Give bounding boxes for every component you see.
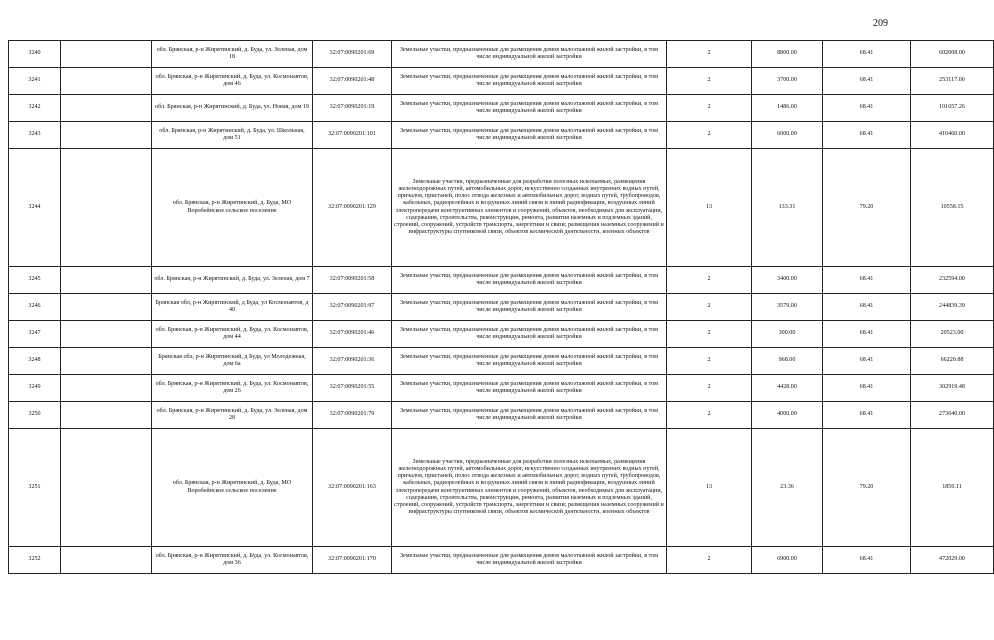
- row-number-cell: 3240: [9, 41, 61, 68]
- empty-cell: [61, 321, 152, 348]
- cadastral-value-cell: 410460.00: [911, 122, 994, 149]
- cadastral-number-cell: 32:07:0090201:163: [313, 429, 392, 547]
- area-cell: 133.31: [752, 149, 823, 267]
- use-class-cell: 2: [667, 41, 752, 68]
- use-class-cell: 2: [667, 95, 752, 122]
- cadastral-number-cell: 32:07:0090201:19: [313, 95, 392, 122]
- land-use-cell: Земельные участки, предназначенные для разработки полезных ископаемых, размещения железнодорожных путей, автомобильных дорог, искусственно созданных внутренних водных путей, причалов, пристаней, полос отвода железных и автомобильных дорог, водных путей, трубопроводов, кабельных, радиорелейных и воздушных линий связи и линий радиофикации, воздушных линий электропередачи конструктивных элементов и сооружений, объектов, необходимых для эксплуатации, содержания, строительства, реконструкции, ремонта, развития наземных и подземных зданий, строений, сооружений, устройств транспорта, энергетики и связи; размещения наземных сооружений и инфраструктуры спутниковой связи, объектов космической деятельности, военных объектов: [392, 149, 667, 267]
- specific-value-cell: 68.41: [823, 348, 911, 375]
- specific-value-cell: 68.41: [823, 95, 911, 122]
- cadastral-value-cell: 253117.00: [911, 68, 994, 95]
- table-row: [9, 429, 994, 547]
- use-class-cell: 2: [667, 267, 752, 294]
- address-cell: Брянская обл, р-н Жирятинский, д Буда, ул Космонавтов, д 40: [152, 294, 313, 321]
- use-class-cell: 2: [667, 321, 752, 348]
- row-number-cell: 3246: [9, 294, 61, 321]
- land-use-cell: Земельные участки, предназначенные для размещения домов малоэтажной жилой застройки, в том числе индивидуальной жилой застройки: [392, 95, 667, 122]
- cadastral-number-cell: 32:07:0090201:69: [313, 41, 392, 68]
- land-use-cell: Земельные участки, предназначенные для размещения домов малоэтажной жилой застройки, в том числе индивидуальной жилой застройки: [392, 547, 667, 574]
- area-cell: 6000.00: [752, 122, 823, 149]
- table-row: [9, 402, 994, 429]
- area-cell: 1486.00: [752, 95, 823, 122]
- specific-value-cell: 68.41: [823, 267, 911, 294]
- land-use-cell: Земельные участки, предназначенные для разработки полезных ископаемых, размещения железнодорожных путей, автомобильных дорог, искусственно созданных внутренних водных путей, причалов, пристаней, полос отвода железных и автомобильных дорог, водных путей, трубопроводов, кабельных, радиорелейных и воздушных линий связи и линий радиофикации, воздушных линий электропередачи конструктивных элементов и сооружений, объектов, необходимых для эксплуатации, содержания, строительства, реконструкции, ремонта, развития наземных и подземных зданий, строений, сооружений, устройств транспорта, энергетики и связи; размещения наземных сооружений и инфраструктуры спутниковой связи, объектов космической деятельности, военных объектов: [392, 429, 667, 547]
- cadastral-value-cell: 66220.88: [911, 348, 994, 375]
- empty-cell: [61, 402, 152, 429]
- area-cell: 23.36: [752, 429, 823, 547]
- row-number-cell: 3248: [9, 348, 61, 375]
- address-cell: обл. Брянская, р-н Жирятинский, д. Буда, ул. Космонавтов, дом 44: [152, 321, 313, 348]
- use-class-cell: 13: [667, 149, 752, 267]
- address-cell: Брянская обл, р-н Жирятинский, д Буда, ул Молодежная, дом 6а: [152, 348, 313, 375]
- table-row: [9, 348, 994, 375]
- table-row: [9, 547, 994, 574]
- cadastral-registry-table: [8, 40, 994, 574]
- specific-value-cell: 68.41: [823, 294, 911, 321]
- specific-value-cell: 79.20: [823, 149, 911, 267]
- specific-value-cell: 79.20: [823, 429, 911, 547]
- table-row: [9, 294, 994, 321]
- row-number-cell: 3247: [9, 321, 61, 348]
- empty-cell: [61, 41, 152, 68]
- land-use-cell: Земельные участки, предназначенные для размещения домов малоэтажной жилой застройки, в том числе индивидуальной жилой застройки: [392, 348, 667, 375]
- row-number-cell: 3245: [9, 267, 61, 294]
- empty-cell: [61, 375, 152, 402]
- address-cell: обл. Брянская, р-н Жирятинский, д. Буда, ул. Космонавтов, дом 46: [152, 68, 313, 95]
- land-use-cell: Земельные участки, предназначенные для размещения домов малоэтажной жилой застройки, в том числе индивидуальной жилой застройки: [392, 122, 667, 149]
- row-number-cell: 3243: [9, 122, 61, 149]
- cadastral-value-cell: 1850.11: [911, 429, 994, 547]
- cadastral-value-cell: 472029.00: [911, 547, 994, 574]
- cadastral-number-cell: 32:07:0090201:48: [313, 68, 392, 95]
- empty-cell: [61, 294, 152, 321]
- empty-cell: [61, 547, 152, 574]
- table-row: [9, 95, 994, 122]
- address-cell: обл. Брянская, р-н Жирятинский, д. Буда, ул. Космонавтов, дом 36: [152, 547, 313, 574]
- specific-value-cell: 68.41: [823, 41, 911, 68]
- cadastral-number-cell: 32:07:0090201:170: [313, 547, 392, 574]
- area-cell: 3700.00: [752, 68, 823, 95]
- table-row: [9, 149, 994, 267]
- land-use-cell: Земельные участки, предназначенные для размещения домов малоэтажной жилой застройки, в том числе индивидуальной жилой застройки: [392, 41, 667, 68]
- specific-value-cell: 68.41: [823, 402, 911, 429]
- cadastral-value-cell: 244839.39: [911, 294, 994, 321]
- cadastral-value-cell: 20523.00: [911, 321, 994, 348]
- empty-cell: [61, 122, 152, 149]
- address-cell: обл. Брянская, р-н Жирятинский, д. Буда, ул. Зеленая, дом 18: [152, 41, 313, 68]
- cadastral-value-cell: 232594.00: [911, 267, 994, 294]
- use-class-cell: 2: [667, 68, 752, 95]
- cadastral-number-cell: 32:07:0090201:55: [313, 375, 392, 402]
- cadastral-value-cell: 101657.26: [911, 95, 994, 122]
- area-cell: 8800.00: [752, 41, 823, 68]
- table-row: [9, 375, 994, 402]
- land-use-cell: Земельные участки, предназначенные для размещения домов малоэтажной жилой застройки, в том числе индивидуальной жилой застройки: [392, 321, 667, 348]
- use-class-cell: 2: [667, 375, 752, 402]
- area-cell: 300.00: [752, 321, 823, 348]
- empty-cell: [61, 267, 152, 294]
- land-use-cell: Земельные участки, предназначенные для размещения домов малоэтажной жилой застройки, в том числе индивидуальной жилой застройки: [392, 267, 667, 294]
- area-cell: 3400.00: [752, 267, 823, 294]
- cadastral-number-cell: 32:07:0090201:97: [313, 294, 392, 321]
- empty-cell: [61, 149, 152, 267]
- land-use-cell: Земельные участки, предназначенные для размещения домов малоэтажной жилой застройки, в том числе индивидуальной жилой застройки: [392, 402, 667, 429]
- row-number-cell: 3244: [9, 149, 61, 267]
- area-cell: 4428.00: [752, 375, 823, 402]
- use-class-cell: 2: [667, 402, 752, 429]
- use-class-cell: 13: [667, 429, 752, 547]
- table-row: [9, 68, 994, 95]
- empty-cell: [61, 348, 152, 375]
- row-number-cell: 3242: [9, 95, 61, 122]
- cadastral-value-cell: 273640.00: [911, 402, 994, 429]
- cadastral-number-cell: 32:07:0090201:79: [313, 402, 392, 429]
- page-number: 209: [873, 18, 888, 29]
- table-row: [9, 41, 994, 68]
- address-cell: обл. Брянская, р-н Жирятинский, д. Буда, ул. Школьная, дом 51: [152, 122, 313, 149]
- use-class-cell: 2: [667, 348, 752, 375]
- table-row: [9, 122, 994, 149]
- specific-value-cell: 68.41: [823, 321, 911, 348]
- specific-value-cell: 68.41: [823, 68, 911, 95]
- address-cell: обл. Брянская, р-н Жирятинский, д. Буда, ул. Зеленая, дом 28: [152, 402, 313, 429]
- cadastral-number-cell: 32:07:0090201:36: [313, 348, 392, 375]
- area-cell: 968.00: [752, 348, 823, 375]
- specific-value-cell: 68.41: [823, 122, 911, 149]
- table-row: [9, 321, 994, 348]
- area-cell: 6900.00: [752, 547, 823, 574]
- land-use-cell: Земельные участки, предназначенные для размещения домов малоэтажной жилой застройки, в том числе индивидуальной жилой застройки: [392, 68, 667, 95]
- land-use-cell: Земельные участки, предназначенные для размещения домов малоэтажной жилой застройки, в том числе индивидуальной жилой застройки: [392, 375, 667, 402]
- area-cell: 4000.00: [752, 402, 823, 429]
- cadastral-value-cell: 10558.15: [911, 149, 994, 267]
- empty-cell: [61, 95, 152, 122]
- address-cell: обл. Брянская, р-н Жирятинский, д. Буда, МО Воробейнское сельское поселение: [152, 149, 313, 267]
- row-number-cell: 3249: [9, 375, 61, 402]
- address-cell: обл. Брянская, р-н Жирятинский, д. Буда, ул. Космонавтов, дом 26: [152, 375, 313, 402]
- cadastral-number-cell: 32:07:0090201:46: [313, 321, 392, 348]
- use-class-cell: 2: [667, 122, 752, 149]
- use-class-cell: 2: [667, 547, 752, 574]
- use-class-cell: 2: [667, 294, 752, 321]
- cadastral-number-cell: 32:07:0090201:58: [313, 267, 392, 294]
- cadastral-number-cell: 32:07:0090201:101: [313, 122, 392, 149]
- registry-table-body: [9, 41, 994, 574]
- specific-value-cell: 68.41: [823, 547, 911, 574]
- address-cell: обл. Брянская, р-н Жирятинский, д. Буда, ул. Зеленая, дом 7: [152, 267, 313, 294]
- empty-cell: [61, 68, 152, 95]
- address-cell: обл. Брянская, р-н Жирятинский, д. Буда, ул. Новая, дом 19: [152, 95, 313, 122]
- cadastral-value-cell: 302919.48: [911, 375, 994, 402]
- row-number-cell: 3241: [9, 68, 61, 95]
- address-cell: обл. Брянская, р-н Жирятинский, д. Буда, МО Воробейнское сельское поселение: [152, 429, 313, 547]
- row-number-cell: 3252: [9, 547, 61, 574]
- cadastral-value-cell: 602008.00: [911, 41, 994, 68]
- row-number-cell: 3251: [9, 429, 61, 547]
- empty-cell: [61, 429, 152, 547]
- area-cell: 3579.00: [752, 294, 823, 321]
- table-row: [9, 267, 994, 294]
- land-use-cell: Земельные участки, предназначенные для размещения домов малоэтажной жилой застройки, в том числе индивидуальной жилой застройки: [392, 294, 667, 321]
- cadastral-number-cell: 32:07:0090201:129: [313, 149, 392, 267]
- row-number-cell: 3250: [9, 402, 61, 429]
- specific-value-cell: 68.41: [823, 375, 911, 402]
